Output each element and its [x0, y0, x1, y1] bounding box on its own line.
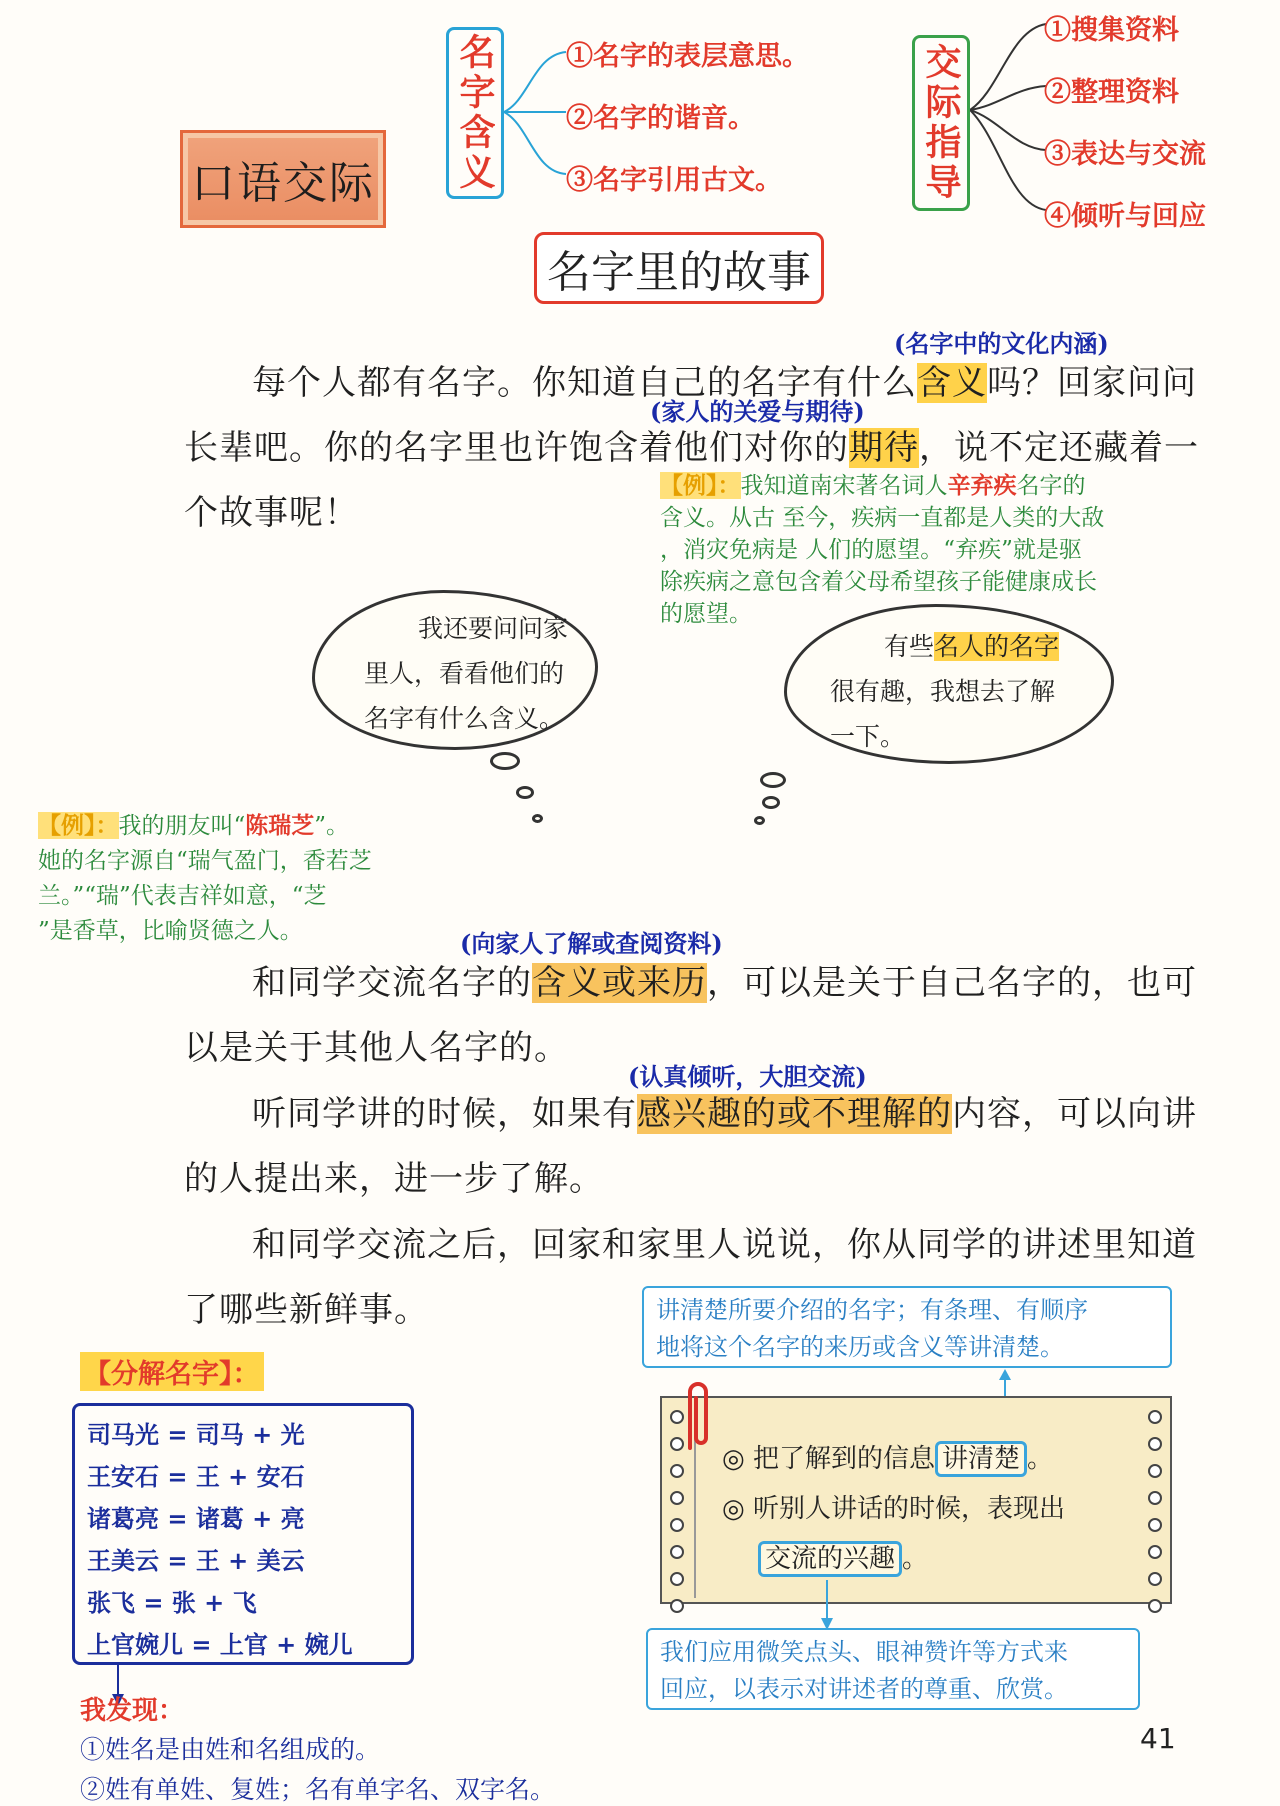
intro-line-2-b: ，说不定还藏着一 — [919, 428, 1199, 468]
example-2-name: 陈瑞芝 — [245, 812, 315, 839]
card-top-note-line-2: 地将这个名字的来历或含义等讲清楚。 — [656, 1333, 1064, 1361]
body-p3-line-1: 和同学交流之后，回家和家里人说说，你从同学的讲述里知道 — [252, 1225, 1197, 1265]
page-title: 名字里的故事 — [534, 232, 824, 304]
decompose-row-2: 王安石 = 王 + 安石 — [87, 1462, 305, 1491]
down-arrow-card-icon — [820, 1580, 834, 1632]
meaning-box — [446, 27, 504, 199]
highlight-famous-names: 名人的名字 — [934, 632, 1060, 661]
example-2-line-2: 她的名字源自“瑞气盈门，香若芝 — [38, 848, 372, 874]
decompose-row-4: 王美云 = 王 + 美云 — [87, 1546, 305, 1575]
decompose-row-1: 司马光 = 司马 + 光 — [87, 1420, 305, 1449]
cloud-right-bubble-1 — [760, 772, 786, 788]
card-bottom-note-line-1: 我们应用微笑点头、眼神赞许等方式来 — [660, 1638, 1068, 1666]
card-item-3-b: 。 — [902, 1544, 929, 1574]
example-2-line-3: 兰。”“瑞”代表吉祥如意，“芝 — [38, 883, 327, 909]
guide-item-1: ①搜集资料 — [1044, 15, 1179, 46]
cloud-right-bubble-3 — [754, 816, 765, 825]
meaning-branch-lines — [504, 40, 570, 190]
card-top-note — [642, 1286, 1172, 1368]
guide-box — [912, 35, 970, 211]
meaning-item-1: ①名字的表层意思。 — [566, 41, 809, 72]
body-p3-line-2: 了哪些新鲜事。 — [184, 1290, 429, 1330]
meaning-item-2: ②名字的谐音。 — [566, 103, 755, 134]
page-number: 41 — [1140, 1722, 1176, 1755]
body-p2-line-1 — [252, 1086, 1197, 1135]
meaning-item-3: ③名字引用古文。 — [566, 165, 782, 196]
intro-line-3: 个故事呢！ — [184, 493, 359, 533]
example-1-line-1-b: 名字的 — [1016, 473, 1086, 499]
cloud-right-line-1 — [884, 624, 1059, 669]
example-2 — [38, 808, 372, 949]
meaning-box-text: 名字含义 — [454, 33, 496, 193]
body-p2-a: 听同学讲的时候，如果有 — [252, 1094, 637, 1134]
cloud-left-line-1: 我还要问问家 — [418, 614, 569, 643]
guide-branch-lines — [970, 10, 1050, 220]
intro-line-2 — [184, 420, 1199, 469]
note-culture: (名字中的文化内涵) — [894, 329, 1109, 358]
card-top-note-line-1: 讲清楚所要介绍的名字；有条理、有顺序 — [656, 1296, 1088, 1324]
card-item-2: ◎ 听别人讲话的时候，表现出 — [722, 1494, 1065, 1524]
body-p1-line-2: 以是关于其他人名字的。 — [184, 1028, 569, 1068]
example-1-line-5: 的愿望。 — [660, 601, 752, 627]
decompose-row-6: 上官婉儿 = 上官 + 婉儿 — [87, 1630, 353, 1659]
cloud-right-bubble-2 — [762, 796, 780, 809]
example-1-line-1-a: 我知道南宋著名词人 — [740, 473, 948, 499]
paperclip-icon — [680, 1378, 714, 1452]
decompose-box — [72, 1403, 414, 1665]
card-holes-right — [1148, 1410, 1162, 1613]
example-1-tag: 【例】： — [660, 472, 741, 499]
example-2-line-4: ”是香草，比喻贤德之人。 — [38, 918, 303, 944]
note-listen: (认真倾听，大胆交流) — [628, 1062, 867, 1091]
intro-line-1-a: 每个人都有名字。你知道自己的名字有什么 — [252, 363, 917, 403]
example-1-line-3: ，消灾免病是 人们的愿望。“弃疾”就是驱 — [660, 537, 1082, 563]
intro-line-2-a: 长辈吧。你的名字里也许饱含着他们对你的 — [184, 428, 849, 468]
highlight-interest: 感兴趣的或不理解的 — [637, 1094, 952, 1134]
example-1-line-4: 除疾病之意包含着父母希望孩子能健康成长 — [660, 569, 1097, 595]
decompose-heading: 【分解名字】： — [80, 1352, 264, 1391]
card-item-1 — [722, 1438, 1053, 1475]
example-1-name: 辛弃疾 — [947, 472, 1017, 499]
example-2-tag: 【例】： — [38, 812, 119, 839]
card-bottom-note-line-2: 回应，以表示对讲述者的尊重、欣赏。 — [660, 1675, 1068, 1703]
cloud-left-line-3: 名字有什么含义。 — [364, 704, 565, 733]
card-item-3 — [758, 1538, 928, 1575]
find-label: 我发现： — [80, 1696, 185, 1726]
body-p1-a: 和同学交流名字的 — [252, 963, 532, 1003]
card-item-1-b: 。 — [1026, 1444, 1053, 1474]
cloud-right-line-2: 很有趣，我想去了解 — [830, 677, 1056, 706]
decompose-row-5: 张飞 = 张 + 飞 — [87, 1588, 257, 1617]
body-p2-b: 内容，可以向讲 — [952, 1094, 1197, 1134]
example-1-line-2: 含义。从古 至今，疾病一直都是人类的大敌 — [660, 505, 1105, 531]
cloud-left-bubble-2 — [516, 786, 534, 799]
cloud-left-bubble-3 — [532, 814, 543, 823]
card-item-1-a: ◎ 把了解到的信息 — [722, 1444, 935, 1474]
body-p1-b: ，可以是关于自己名字的，也可 — [707, 963, 1197, 1003]
cloud-right-line-3: 一下。 — [830, 722, 906, 751]
note-research: (向家人了解或查阅资料) — [460, 929, 723, 958]
example-2-line-1-a: 我的朋友叫“ — [118, 813, 246, 839]
highlight-expectation: 期待 — [849, 428, 919, 468]
cloud-left-line-2: 里人，看看他们的 — [364, 659, 565, 688]
example-2-line-1 — [38, 808, 372, 844]
cloud-right-line-1-a: 有些 — [884, 632, 935, 661]
intro-line-1-b: 吗？回家问问 — [987, 363, 1197, 403]
example-2-line-1-b: ”。 — [314, 813, 350, 839]
card-box-interest: 交流的兴趣 — [758, 1541, 902, 1577]
find-item-1: ①姓名是由姓和名组成的。 — [80, 1735, 381, 1764]
cloud-left-bubble-1 — [490, 752, 520, 770]
card-box-explain: 讲清楚 — [935, 1441, 1027, 1477]
lesson-label: 口语交际 — [180, 130, 386, 228]
guide-box-text: 交际指导 — [920, 43, 962, 203]
find-item-2: ②姓有单姓、复姓；名有单字名、双字名。 — [80, 1775, 556, 1804]
highlight-meaning: 含义 — [917, 363, 987, 403]
guide-item-4: ④倾听与回应 — [1044, 201, 1206, 232]
body-p1-line-1 — [252, 955, 1197, 1004]
example-1 — [660, 470, 1104, 630]
example-1-line-1 — [660, 470, 1104, 502]
body-p2-line-2: 的人提出来，进一步了解。 — [184, 1159, 604, 1199]
guide-item-2: ②整理资料 — [1044, 77, 1179, 108]
decompose-row-3: 诸葛亮 = 诸葛 + 亮 — [87, 1504, 305, 1533]
guide-item-3: ③表达与交流 — [1044, 139, 1206, 170]
note-family: (家人的关爱与期待) — [650, 397, 865, 426]
highlight-meaning-origin: 含义或来历 — [532, 963, 707, 1003]
card-bottom-note — [646, 1628, 1140, 1710]
